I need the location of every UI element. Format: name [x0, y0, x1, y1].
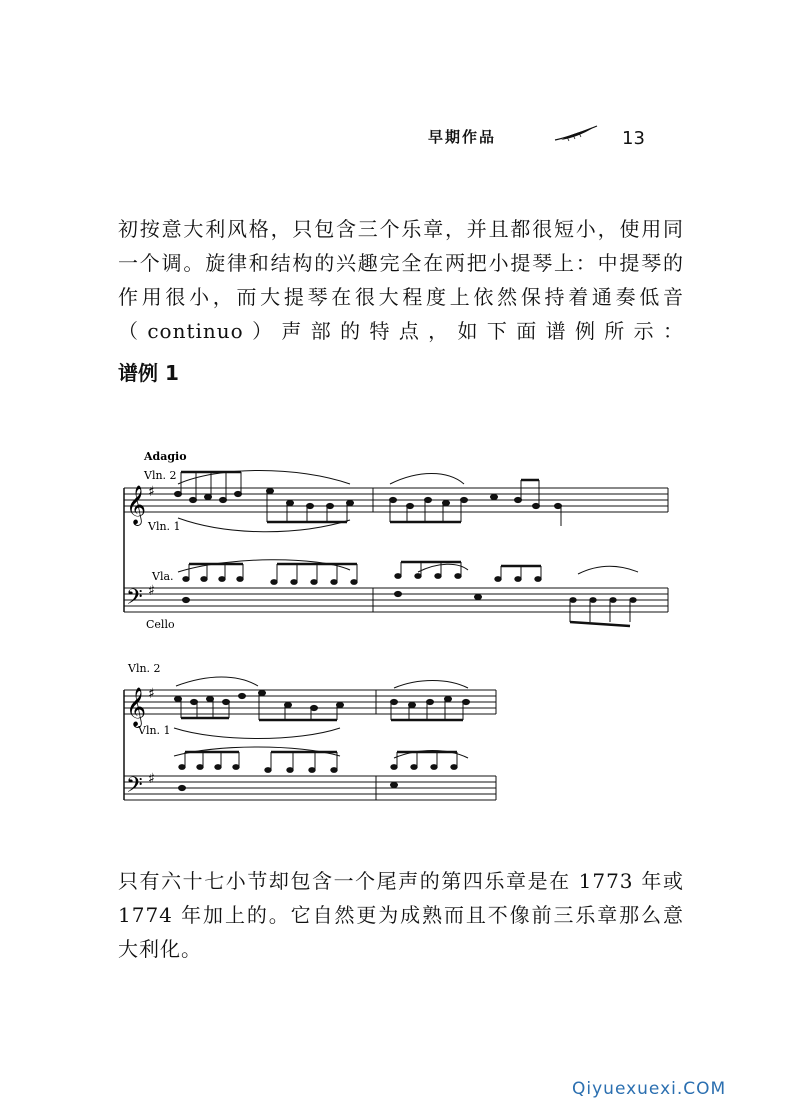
treble-clef-icon: 𝄞 — [126, 687, 147, 727]
treble-staff — [124, 690, 496, 714]
running-header-title: 早期作品 — [428, 128, 497, 146]
page-number: 13 — [622, 128, 645, 149]
lower-notes — [179, 752, 458, 791]
body-paragraph: 只有六十七小节却包含一个尾声的第四乐章是在 1773 年或 1774 年加上的。它自然更为成熟而且不像前三乐章那么意大利化。 — [118, 869, 684, 961]
bass-clef-icon: 𝄢 — [126, 773, 143, 803]
violin2-label: Vln. 2 — [128, 662, 161, 675]
viola-label: Vla. — [152, 570, 174, 583]
quill-ornament-icon — [553, 124, 599, 146]
tempo-marking: Adagio — [144, 450, 187, 463]
cello-label: Cello — [146, 618, 175, 631]
bar-lines — [373, 488, 668, 612]
key-sharp-icon: ♯ — [148, 686, 155, 702]
site-watermark: Qiyuexuexi.COM — [572, 1079, 727, 1099]
example-label: 谱例 1 — [118, 361, 179, 385]
treble-clef-icon: 𝄞 — [126, 485, 147, 525]
violin1-label: Vln. 1 — [148, 520, 181, 533]
key-sharp-icon: ♯ — [148, 484, 155, 500]
bass-clef-icon: 𝄢 — [126, 585, 143, 615]
treble-notes — [175, 690, 470, 720]
music-score-system-1 — [118, 440, 678, 635]
music-score-system-2 — [118, 658, 508, 808]
key-sharp-icon: ♯ — [148, 771, 155, 787]
violin1-label: Vln. 1 — [138, 724, 171, 737]
treble-notes — [175, 472, 562, 526]
key-sharp-icon: ♯ — [148, 583, 155, 599]
violin2-label: Vln. 2 — [144, 469, 177, 482]
body-paragraph: 初按意大利风格，只包含三个乐章，并且都很短小，使用同一个调。旋律和结构的兴趣完全在两把小提琴上：中提琴的作用很小，而大提琴在很大程度上依然保持着通奏低音（continuo）声部的特点，如下面谱例所示： — [118, 217, 684, 343]
